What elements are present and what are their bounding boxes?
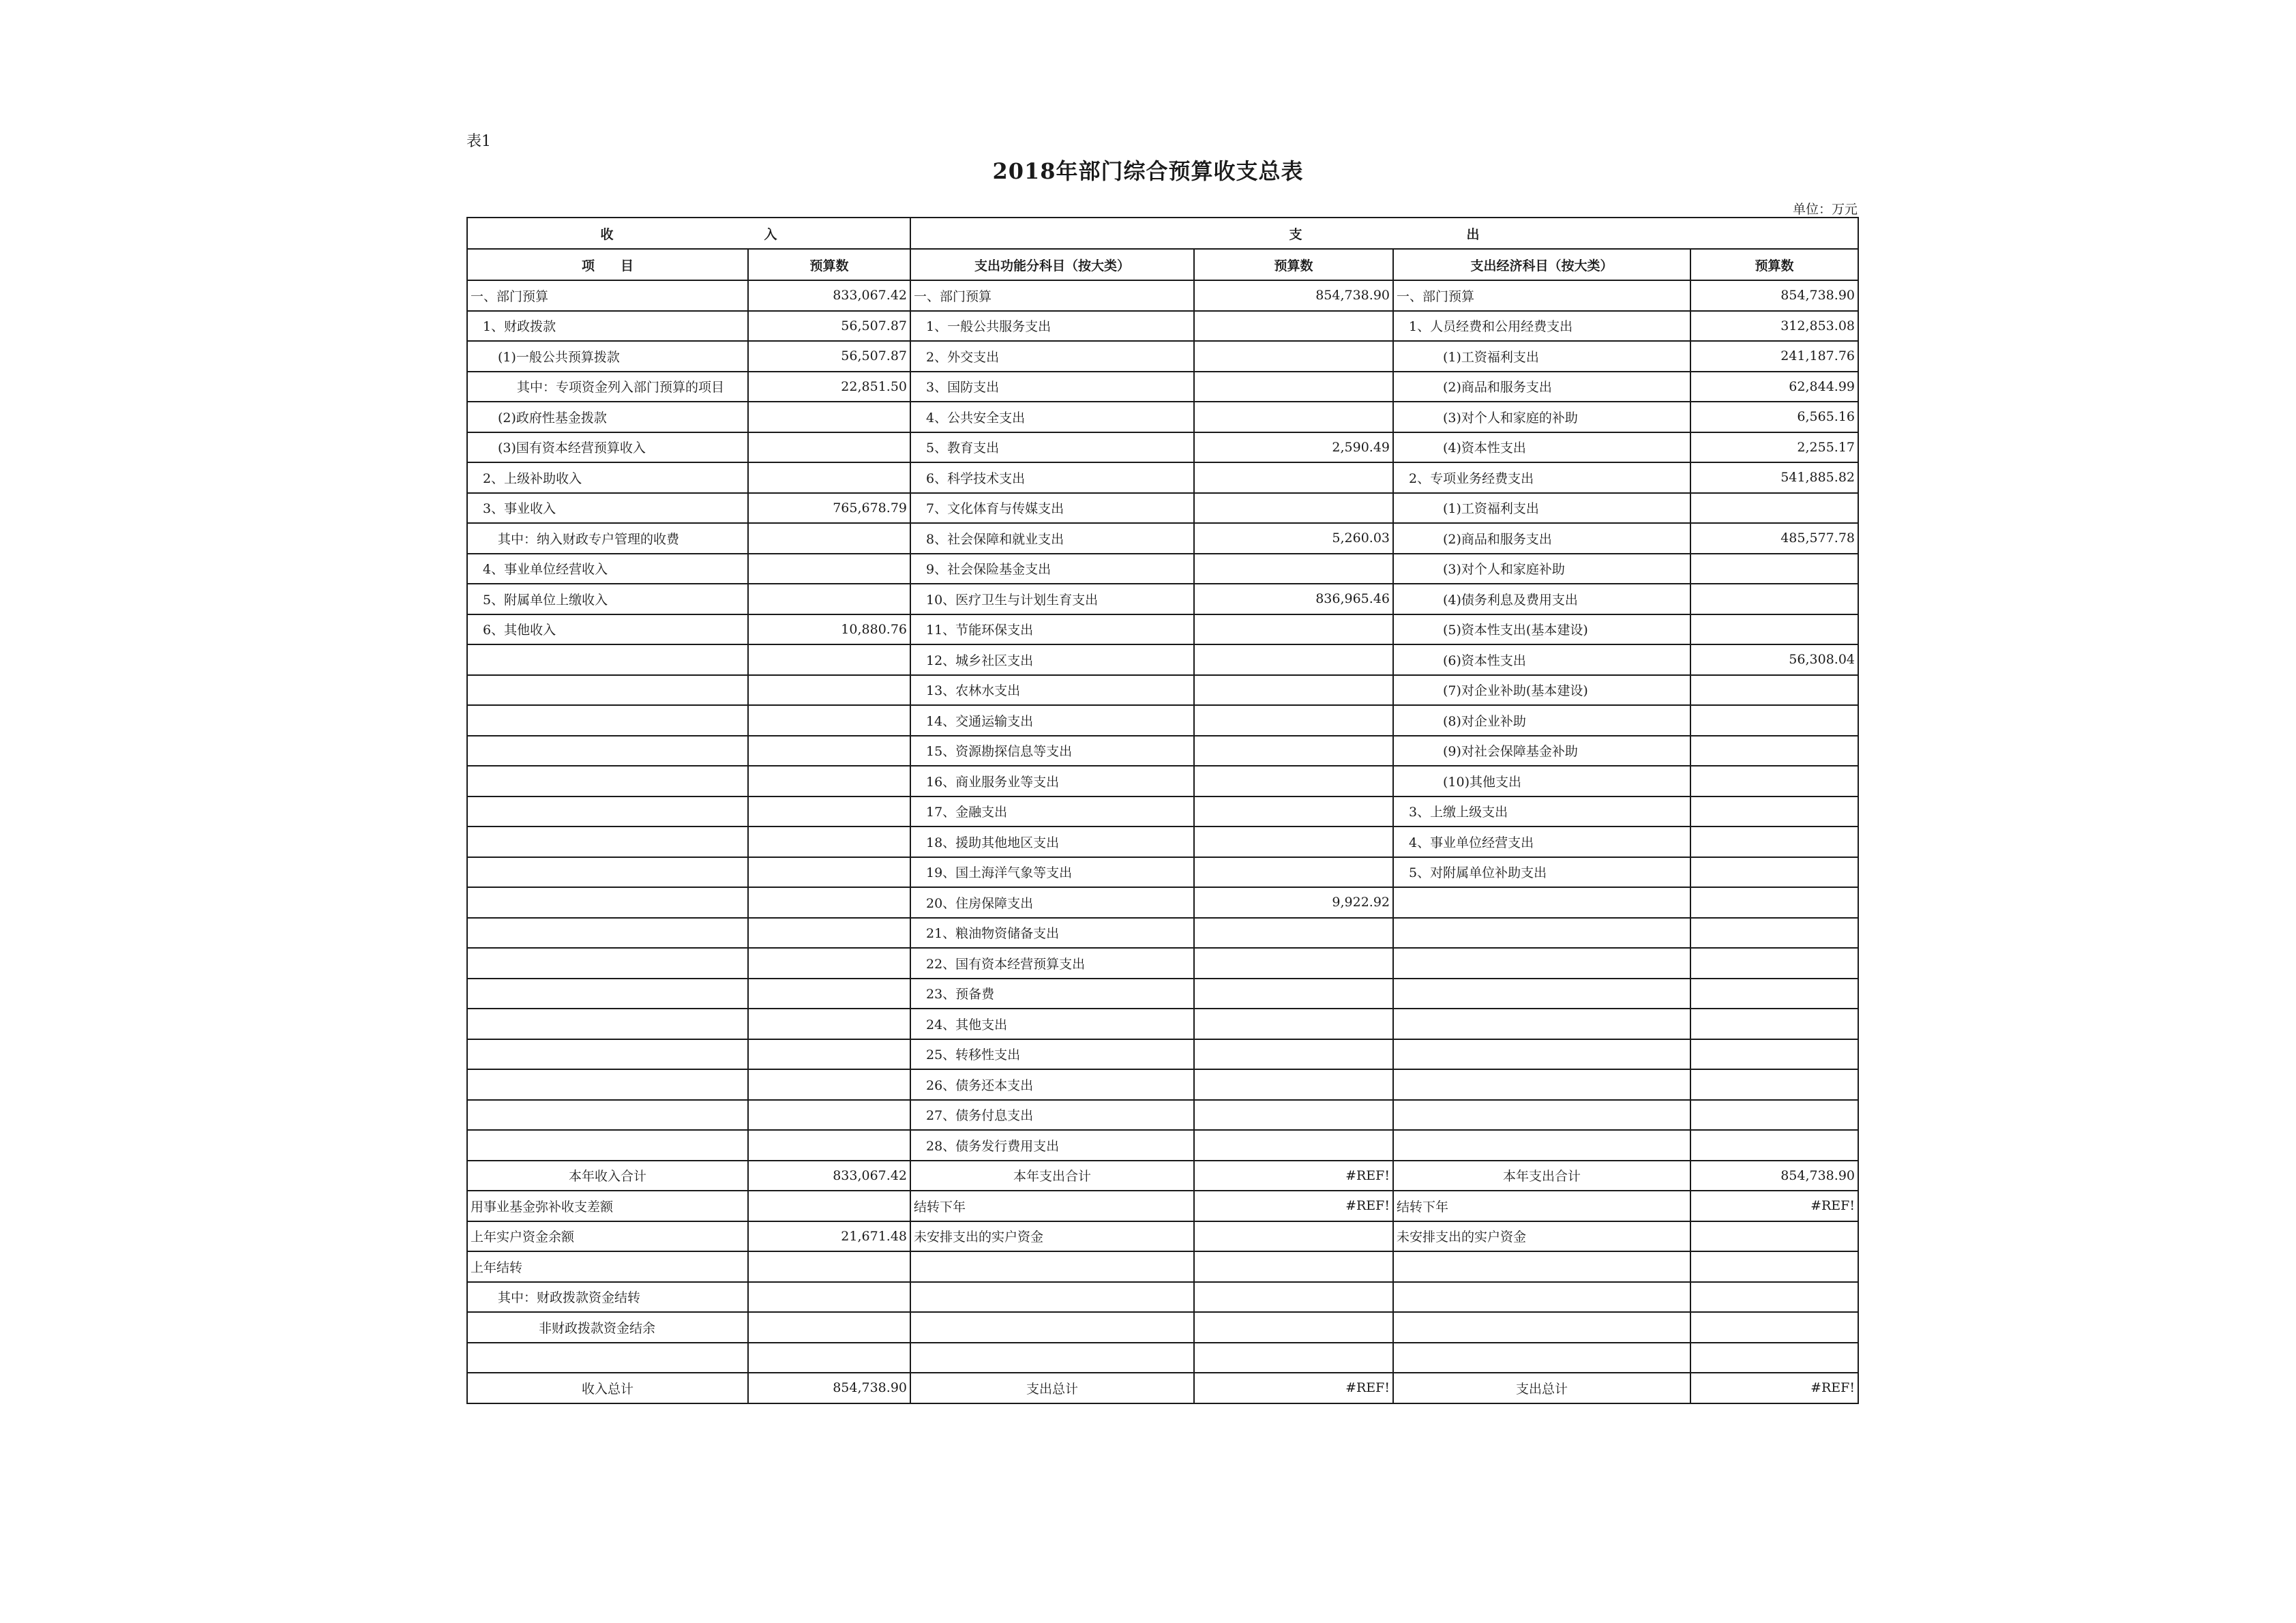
column-header-functional: 支出功能分科目（按大类） bbox=[910, 249, 1194, 280]
economic-item-cell: (3)对个人和家庭的补助 bbox=[1393, 402, 1690, 432]
income-item-cell: 其中：专项资金列入部门预算的项目 bbox=[467, 372, 748, 402]
economic-budget-cell: 62,844.99 bbox=[1690, 372, 1858, 402]
functional-item-cell: 18、援助其他地区支出 bbox=[910, 827, 1194, 857]
functional-item-cell: 结转下年 bbox=[910, 1191, 1194, 1221]
economic-budget-cell bbox=[1690, 948, 1858, 979]
functional-item-cell: 13、农林水支出 bbox=[910, 675, 1194, 706]
income-item-cell bbox=[467, 675, 748, 706]
functional-item-cell: 4、公共安全支出 bbox=[910, 402, 1194, 432]
functional-item-cell: 7、文化体育与传媒支出 bbox=[910, 493, 1194, 524]
functional-budget-cell: #REF! bbox=[1194, 1161, 1393, 1191]
income-item-cell: 非财政拨款资金结余 bbox=[467, 1312, 748, 1343]
income-budget-cell bbox=[748, 1039, 910, 1070]
income-item-cell: 2、上级补助收入 bbox=[467, 462, 748, 493]
functional-item-cell bbox=[910, 1282, 1194, 1313]
economic-item-cell: 3、上缴上级支出 bbox=[1393, 796, 1690, 827]
income-item-cell bbox=[467, 796, 748, 827]
economic-item-cell: (6)资本性支出 bbox=[1393, 644, 1690, 675]
economic-budget-cell bbox=[1690, 1130, 1858, 1161]
functional-budget-cell: 2,590.49 bbox=[1194, 432, 1393, 463]
economic-budget-cell bbox=[1690, 675, 1858, 706]
economic-budget-cell bbox=[1690, 1069, 1858, 1100]
income-budget-cell: 765,678.79 bbox=[748, 493, 910, 524]
economic-item-cell: 5、对附属单位补助支出 bbox=[1393, 857, 1690, 888]
economic-budget-cell: #REF! bbox=[1690, 1191, 1858, 1221]
functional-item-cell bbox=[910, 1312, 1194, 1343]
economic-item-cell bbox=[1393, 1069, 1690, 1100]
functional-budget-cell bbox=[1194, 827, 1393, 857]
economic-budget-cell bbox=[1690, 796, 1858, 827]
economic-budget-cell bbox=[1690, 1343, 1858, 1373]
economic-item-cell: (7)对企业补助(基本建设) bbox=[1393, 675, 1690, 706]
income-budget-cell bbox=[748, 1343, 910, 1373]
economic-budget-cell bbox=[1690, 705, 1858, 736]
table-row bbox=[467, 432, 1858, 463]
economic-item-cell bbox=[1393, 918, 1690, 949]
functional-budget-cell: #REF! bbox=[1194, 1373, 1393, 1403]
functional-budget-cell bbox=[1194, 614, 1393, 645]
economic-item-cell bbox=[1393, 1282, 1690, 1313]
table-row bbox=[467, 1009, 1858, 1039]
functional-budget-cell bbox=[1194, 736, 1393, 766]
economic-item-cell: 一、部门预算 bbox=[1393, 280, 1690, 311]
economic-item-cell: (2)商品和服务支出 bbox=[1393, 372, 1690, 402]
functional-item-cell: 20、住房保障支出 bbox=[910, 887, 1194, 918]
income-budget-cell bbox=[748, 402, 910, 432]
income-budget-cell bbox=[748, 887, 910, 918]
income-budget-cell: 854,738.90 bbox=[748, 1373, 910, 1403]
income-budget-cell bbox=[748, 554, 910, 584]
economic-budget-cell: 2,255.17 bbox=[1690, 432, 1858, 463]
economic-budget-cell bbox=[1690, 979, 1858, 1009]
functional-budget-cell bbox=[1194, 766, 1393, 796]
economic-item-cell: 支出总计 bbox=[1393, 1373, 1690, 1403]
economic-budget-cell: 56,308.04 bbox=[1690, 644, 1858, 675]
income-budget-cell: 10,880.76 bbox=[748, 614, 910, 645]
table-row bbox=[467, 979, 1858, 1009]
income-item-cell: 上年结转 bbox=[467, 1251, 748, 1282]
income-item-cell: 上年实户资金余额 bbox=[467, 1221, 748, 1252]
economic-item-cell bbox=[1393, 948, 1690, 979]
income-budget-cell bbox=[748, 1191, 910, 1221]
expense-header-char-1: 支 bbox=[1289, 226, 1302, 242]
income-budget-cell bbox=[748, 1130, 910, 1161]
functional-item-cell: 未安排支出的实户资金 bbox=[910, 1221, 1194, 1252]
income-item-cell bbox=[467, 1009, 748, 1039]
income-item-cell bbox=[467, 827, 748, 857]
functional-item-cell: 5、教育支出 bbox=[910, 432, 1194, 463]
table-row bbox=[467, 1191, 1858, 1221]
table-row bbox=[467, 796, 1858, 827]
functional-item-cell: 6、科学技术支出 bbox=[910, 462, 1194, 493]
table-row bbox=[467, 614, 1858, 645]
economic-budget-cell bbox=[1690, 1221, 1858, 1252]
income-item-cell bbox=[467, 918, 748, 949]
economic-item-cell bbox=[1393, 1100, 1690, 1131]
income-budget-cell bbox=[748, 766, 910, 796]
column-header-row bbox=[467, 249, 1858, 280]
income-budget-cell bbox=[748, 796, 910, 827]
income-item-cell bbox=[467, 766, 748, 796]
economic-item-cell: (5)资本性支出(基本建设) bbox=[1393, 614, 1690, 645]
table-row bbox=[467, 311, 1858, 342]
table-row bbox=[467, 948, 1858, 979]
income-item-cell: 一、部门预算 bbox=[467, 280, 748, 311]
functional-item-cell: 一、部门预算 bbox=[910, 280, 1194, 311]
economic-item-cell: 1、人员经费和公用经费支出 bbox=[1393, 311, 1690, 342]
economic-budget-cell bbox=[1690, 887, 1858, 918]
functional-budget-cell bbox=[1194, 372, 1393, 402]
table-row bbox=[467, 857, 1858, 888]
economic-item-cell: 未安排支出的实户资金 bbox=[1393, 1221, 1690, 1252]
income-budget-cell: 21,671.48 bbox=[748, 1221, 910, 1252]
income-budget-cell bbox=[748, 827, 910, 857]
table-row bbox=[467, 1039, 1858, 1070]
income-budget-cell bbox=[748, 584, 910, 614]
economic-budget-cell: 241,187.76 bbox=[1690, 341, 1858, 372]
income-budget-cell: 56,507.87 bbox=[748, 311, 910, 342]
income-item-cell: 6、其他收入 bbox=[467, 614, 748, 645]
income-item-cell: 4、事业单位经营收入 bbox=[467, 554, 748, 584]
functional-budget-cell bbox=[1194, 1100, 1393, 1131]
section-header-row bbox=[467, 218, 1858, 249]
economic-budget-cell bbox=[1690, 493, 1858, 524]
functional-item-cell: 3、国防支出 bbox=[910, 372, 1194, 402]
income-item-cell: 其中：财政拨款资金结转 bbox=[467, 1282, 748, 1313]
functional-item-cell: 26、债务还本支出 bbox=[910, 1069, 1194, 1100]
income-budget-cell bbox=[748, 979, 910, 1009]
economic-budget-cell bbox=[1690, 554, 1858, 584]
income-budget-cell bbox=[748, 918, 910, 949]
column-header-budget-functional: 预算数 bbox=[1194, 249, 1393, 280]
income-budget-cell bbox=[748, 1009, 910, 1039]
table-row bbox=[467, 523, 1858, 554]
table-row bbox=[467, 827, 1858, 857]
functional-item-cell: 25、转移性支出 bbox=[910, 1039, 1194, 1070]
income-budget-cell bbox=[748, 1251, 910, 1282]
functional-item-cell: 2、外交支出 bbox=[910, 341, 1194, 372]
income-item-cell bbox=[467, 1039, 748, 1070]
income-section-header bbox=[467, 218, 910, 249]
economic-item-cell: (1)工资福利支出 bbox=[1393, 493, 1690, 524]
functional-budget-cell bbox=[1194, 554, 1393, 584]
table-row bbox=[467, 1100, 1858, 1131]
income-item-cell bbox=[467, 1069, 748, 1100]
economic-budget-cell: 485,577.78 bbox=[1690, 523, 1858, 554]
economic-item-cell: (4)资本性支出 bbox=[1393, 432, 1690, 463]
income-item-cell: 5、附属单位上缴收入 bbox=[467, 584, 748, 614]
functional-item-cell: 21、粮油物资储备支出 bbox=[910, 918, 1194, 949]
economic-item-cell: (1)工资福利支出 bbox=[1393, 341, 1690, 372]
income-budget-cell bbox=[748, 1069, 910, 1100]
economic-item-cell: (8)对企业补助 bbox=[1393, 705, 1690, 736]
income-budget-cell bbox=[748, 948, 910, 979]
economic-item-cell: 结转下年 bbox=[1393, 1191, 1690, 1221]
income-budget-cell: 833,067.42 bbox=[748, 1161, 910, 1191]
table-row bbox=[467, 887, 1858, 918]
income-budget-cell bbox=[748, 644, 910, 675]
income-budget-cell bbox=[748, 462, 910, 493]
functional-item-cell: 24、其他支出 bbox=[910, 1009, 1194, 1039]
economic-budget-cell bbox=[1690, 1251, 1858, 1282]
economic-budget-cell: 854,738.90 bbox=[1690, 1161, 1858, 1191]
table-row bbox=[467, 554, 1858, 584]
column-header-budget-income: 预算数 bbox=[748, 249, 910, 280]
table-row bbox=[467, 1251, 1858, 1282]
column-header-budget-economic: 预算数 bbox=[1690, 249, 1858, 280]
economic-budget-cell: 312,853.08 bbox=[1690, 311, 1858, 342]
functional-item-cell: 11、节能环保支出 bbox=[910, 614, 1194, 645]
income-budget-cell bbox=[748, 736, 910, 766]
income-item-cell: 其中：纳入财政专户管理的收费 bbox=[467, 523, 748, 554]
economic-budget-cell bbox=[1690, 1282, 1858, 1313]
income-item-cell bbox=[467, 887, 748, 918]
economic-item-cell bbox=[1393, 1343, 1690, 1373]
income-budget-cell bbox=[748, 1312, 910, 1343]
economic-item-cell bbox=[1393, 979, 1690, 1009]
functional-item-cell: 10、医疗卫生与计划生育支出 bbox=[910, 584, 1194, 614]
table-row bbox=[467, 1343, 1858, 1373]
economic-item-cell bbox=[1393, 1039, 1690, 1070]
income-item-cell: (3)国有资本经营预算收入 bbox=[467, 432, 748, 463]
table-row bbox=[467, 1069, 1858, 1100]
functional-item-cell: 9、社会保险基金支出 bbox=[910, 554, 1194, 584]
income-budget-cell bbox=[748, 857, 910, 888]
functional-item-cell: 27、债务付息支出 bbox=[910, 1100, 1194, 1131]
economic-item-cell bbox=[1393, 1251, 1690, 1282]
functional-budget-cell bbox=[1194, 675, 1393, 706]
table-row bbox=[467, 1312, 1858, 1343]
economic-item-cell: 本年支出合计 bbox=[1393, 1161, 1690, 1191]
table-row bbox=[467, 675, 1858, 706]
table-row bbox=[467, 736, 1858, 766]
functional-budget-cell bbox=[1194, 918, 1393, 949]
functional-budget-cell bbox=[1194, 705, 1393, 736]
economic-item-cell: (9)对社会保障基金补助 bbox=[1393, 736, 1690, 766]
table-row bbox=[467, 644, 1858, 675]
income-item-cell bbox=[467, 644, 748, 675]
functional-budget-cell: 854,738.90 bbox=[1194, 280, 1393, 311]
functional-item-cell: 19、国土海洋气象等支出 bbox=[910, 857, 1194, 888]
page-title: 2018年部门综合预算收支总表 bbox=[992, 158, 1304, 184]
functional-item-cell: 16、商业服务业等支出 bbox=[910, 766, 1194, 796]
income-item-cell: 用事业基金弥补收支差额 bbox=[467, 1191, 748, 1221]
table-row bbox=[467, 1373, 1858, 1403]
functional-budget-cell bbox=[1194, 462, 1393, 493]
column-header-economic: 支出经济科目（按大类） bbox=[1393, 249, 1690, 280]
economic-item-cell: 4、事业单位经营支出 bbox=[1393, 827, 1690, 857]
economic-budget-cell bbox=[1690, 918, 1858, 949]
income-budget-cell bbox=[748, 1100, 910, 1131]
functional-budget-cell bbox=[1194, 644, 1393, 675]
budget-summary-table bbox=[466, 217, 1859, 1404]
economic-budget-cell bbox=[1690, 1039, 1858, 1070]
functional-budget-cell: 9,922.92 bbox=[1194, 887, 1393, 918]
functional-item-cell: 12、城乡社区支出 bbox=[910, 644, 1194, 675]
income-header-char-1: 收 bbox=[600, 226, 614, 242]
income-item-cell: (1)一般公共预算拨款 bbox=[467, 341, 748, 372]
functional-budget-cell bbox=[1194, 311, 1393, 342]
functional-budget-cell: 5,260.03 bbox=[1194, 523, 1393, 554]
income-item-cell: 1、财政拨款 bbox=[467, 311, 748, 342]
table-row bbox=[467, 918, 1858, 949]
table-row bbox=[467, 402, 1858, 432]
economic-budget-cell bbox=[1690, 1100, 1858, 1131]
economic-budget-cell: 541,885.82 bbox=[1690, 462, 1858, 493]
economic-budget-cell bbox=[1690, 584, 1858, 614]
functional-budget-cell bbox=[1194, 979, 1393, 1009]
column-header-item: 项 目 bbox=[467, 249, 748, 280]
income-item-cell: (2)政府性基金拨款 bbox=[467, 402, 748, 432]
expense-header-char-2: 出 bbox=[1466, 226, 1480, 242]
functional-budget-cell bbox=[1194, 341, 1393, 372]
table-row bbox=[467, 372, 1858, 402]
functional-budget-cell bbox=[1194, 796, 1393, 827]
economic-item-cell bbox=[1393, 887, 1690, 918]
economic-item-cell: (3)对个人和家庭补助 bbox=[1393, 554, 1690, 584]
income-budget-cell: 833,067.42 bbox=[748, 280, 910, 311]
table-row bbox=[467, 493, 1858, 524]
functional-budget-cell bbox=[1194, 1130, 1393, 1161]
functional-item-cell: 28、债务发行费用支出 bbox=[910, 1130, 1194, 1161]
economic-item-cell bbox=[1393, 1130, 1690, 1161]
income-item-cell bbox=[467, 736, 748, 766]
income-item-cell bbox=[467, 705, 748, 736]
functional-item-cell: 23、预备费 bbox=[910, 979, 1194, 1009]
table-row bbox=[467, 766, 1858, 796]
table-row bbox=[467, 462, 1858, 493]
income-item-cell: 3、事业收入 bbox=[467, 493, 748, 524]
table-row bbox=[467, 1221, 1858, 1252]
table-row bbox=[467, 1161, 1858, 1191]
economic-budget-cell bbox=[1690, 857, 1858, 888]
income-item-cell bbox=[467, 857, 748, 888]
functional-budget-cell bbox=[1194, 1251, 1393, 1282]
economic-budget-cell: #REF! bbox=[1690, 1373, 1858, 1403]
functional-budget-cell bbox=[1194, 1282, 1393, 1313]
economic-item-cell: (2)商品和服务支出 bbox=[1393, 523, 1690, 554]
functional-item-cell: 22、国有资本经营预算支出 bbox=[910, 948, 1194, 979]
expense-section-header bbox=[910, 218, 1858, 249]
income-budget-cell bbox=[748, 432, 910, 463]
table-row bbox=[467, 1130, 1858, 1161]
income-budget-cell bbox=[748, 523, 910, 554]
functional-budget-cell bbox=[1194, 1221, 1393, 1252]
functional-item-cell: 支出总计 bbox=[910, 1373, 1194, 1403]
functional-item-cell: 本年支出合计 bbox=[910, 1161, 1194, 1191]
income-item-cell: 收入总计 bbox=[467, 1373, 748, 1403]
income-budget-cell: 22,851.50 bbox=[748, 372, 910, 402]
functional-item-cell bbox=[910, 1251, 1194, 1282]
functional-budget-cell: #REF! bbox=[1194, 1191, 1393, 1221]
functional-budget-cell bbox=[1194, 1312, 1393, 1343]
functional-item-cell: 14、交通运输支出 bbox=[910, 705, 1194, 736]
table-row bbox=[467, 341, 1858, 372]
economic-item-cell bbox=[1393, 1009, 1690, 1039]
economic-budget-cell bbox=[1690, 614, 1858, 645]
income-budget-cell: 56,507.87 bbox=[748, 341, 910, 372]
income-item-cell: 本年收入合计 bbox=[467, 1161, 748, 1191]
functional-budget-cell bbox=[1194, 1009, 1393, 1039]
functional-budget-cell bbox=[1194, 402, 1393, 432]
functional-budget-cell bbox=[1194, 1069, 1393, 1100]
income-budget-cell bbox=[748, 675, 910, 706]
functional-budget-cell bbox=[1194, 948, 1393, 979]
economic-item-cell: (10)其他支出 bbox=[1393, 766, 1690, 796]
income-item-cell bbox=[467, 1343, 748, 1373]
economic-budget-cell bbox=[1690, 736, 1858, 766]
economic-budget-cell bbox=[1690, 827, 1858, 857]
functional-item-cell: 15、资源勘探信息等支出 bbox=[910, 736, 1194, 766]
functional-budget-cell bbox=[1194, 857, 1393, 888]
functional-item-cell bbox=[910, 1343, 1194, 1373]
functional-item-cell: 1、一般公共服务支出 bbox=[910, 311, 1194, 342]
economic-item-cell: 2、专项业务经费支出 bbox=[1393, 462, 1690, 493]
functional-budget-cell bbox=[1194, 493, 1393, 524]
income-item-cell bbox=[467, 1100, 748, 1131]
income-item-cell bbox=[467, 979, 748, 1009]
income-budget-cell bbox=[748, 705, 910, 736]
functional-item-cell: 17、金融支出 bbox=[910, 796, 1194, 827]
functional-budget-cell bbox=[1194, 1343, 1393, 1373]
table-row bbox=[467, 280, 1858, 311]
functional-item-cell: 8、社会保障和就业支出 bbox=[910, 523, 1194, 554]
functional-budget-cell bbox=[1194, 1039, 1393, 1070]
table-row bbox=[467, 1282, 1858, 1313]
economic-budget-cell: 6,565.16 bbox=[1690, 402, 1858, 432]
economic-budget-cell bbox=[1690, 766, 1858, 796]
economic-item-cell: (4)债务利息及费用支出 bbox=[1393, 584, 1690, 614]
economic-budget-cell: 854,738.90 bbox=[1690, 280, 1858, 311]
economic-item-cell bbox=[1393, 1312, 1690, 1343]
functional-budget-cell: 836,965.46 bbox=[1194, 584, 1393, 614]
income-budget-cell bbox=[748, 1282, 910, 1313]
economic-budget-cell bbox=[1690, 1312, 1858, 1343]
income-item-cell bbox=[467, 1130, 748, 1161]
unit-label: 单位：万元 bbox=[1792, 202, 1858, 217]
income-item-cell bbox=[467, 948, 748, 979]
sheet-number: 表1 bbox=[466, 133, 491, 150]
table-row bbox=[467, 584, 1858, 614]
economic-budget-cell bbox=[1690, 1009, 1858, 1039]
table-row bbox=[467, 705, 1858, 736]
income-header-char-2: 入 bbox=[764, 226, 777, 242]
